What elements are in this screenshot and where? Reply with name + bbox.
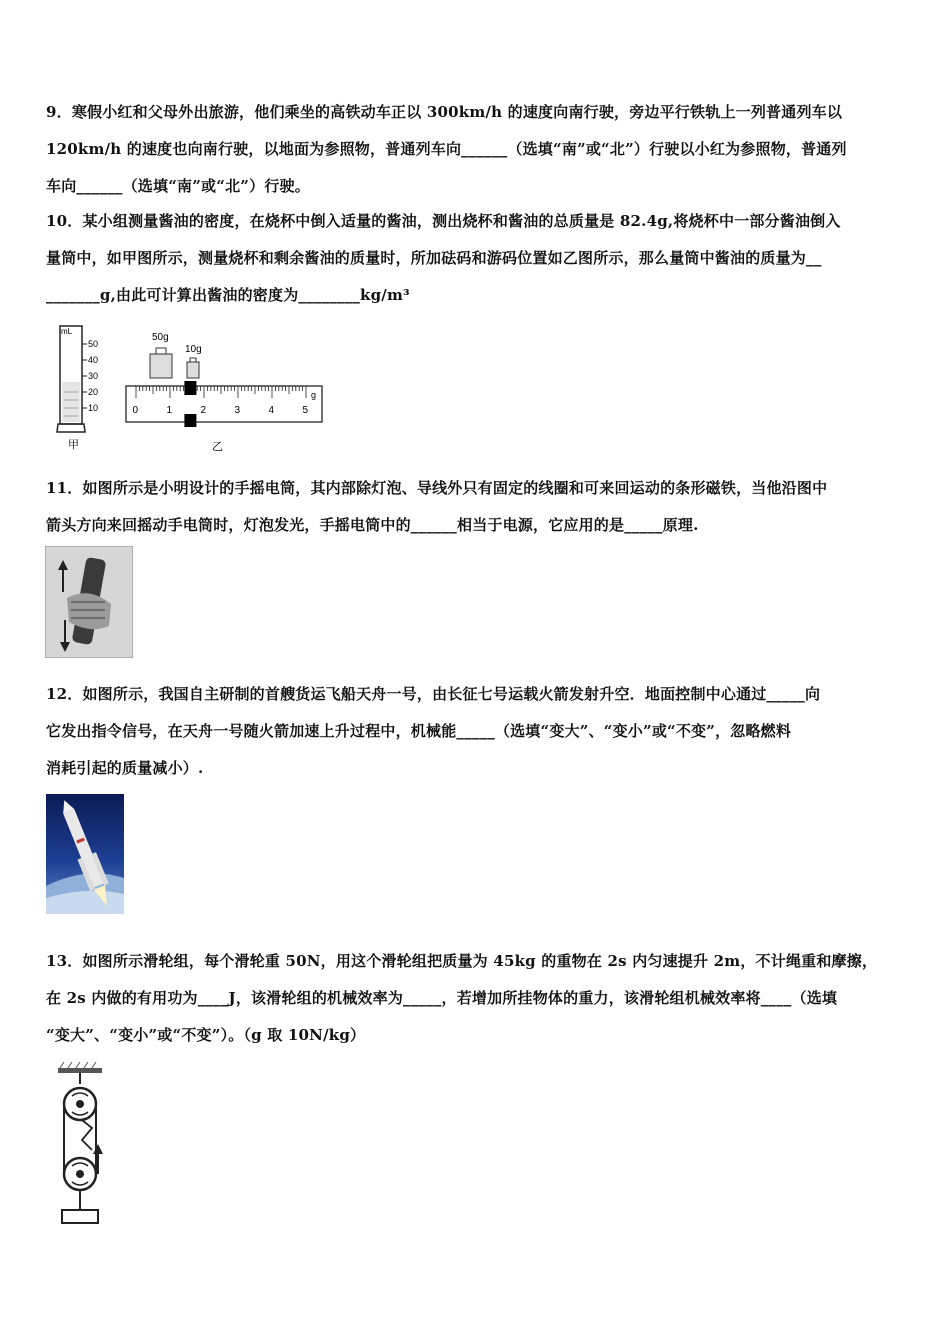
q11-line-2: 箭头方向来回摇动手电筒时，灯泡发光，手摇电筒中的______相当于电源，它应用的是_____原理. <box>46 516 699 534</box>
q9-line-2: 120km/h 的速度也向南行驶，以地面为参照物，普通列车向______（选填“南”或“北”）行驶以小红为参照物，普通列 <box>46 140 847 158</box>
cylinder-tick-label: 20 <box>88 387 99 397</box>
scale-tick-label: 5 <box>302 405 309 416</box>
q12-line-1: 12．如图所示，我国自主研制的首艘货运飞船天舟一号，由长征七号运载火箭发射升空．地面控制中心通过_____向 <box>46 685 821 703</box>
scale-tick-label: 0 <box>132 405 139 416</box>
weight-50g <box>156 348 166 354</box>
rocket-photo <box>46 794 124 914</box>
scale-tick-label: 1 <box>166 405 173 416</box>
rider-bottom <box>184 414 196 427</box>
q12-line-2: 它发出指令信号，在天舟一号随火箭加速上升过程中，机械能_____（选填“变大”、“变小”或“不变”，忽略燃料 <box>46 722 792 740</box>
q13-line-1: 13．如图所示滑轮组，每个滑轮重 50N，用这个滑轮组把质量为 45kg 的重物在 2s 内匀速提升 2m，不计绳重和摩擦， <box>46 952 878 970</box>
scale-tick-label: 2 <box>200 405 207 416</box>
scale-tick-label: 4 <box>268 405 275 416</box>
q9-line-1: 9．寒假小红和父母外出旅游，他们乘坐的高铁动车正以 300km/h 的速度向南行驶，旁边平行铁轨上一列普通列车以 <box>46 103 843 121</box>
q9-line-3: 车向______（选填“南”或“北”）行驶。 <box>46 177 310 195</box>
flashlight-photo <box>45 546 133 658</box>
measuring-cylinder-figure <box>52 320 112 452</box>
cylinder-unit-label: mL <box>61 327 73 336</box>
cylinder-caption: 甲 <box>68 439 79 451</box>
weight-10g-label: 10g <box>185 344 202 355</box>
q13-line-2: 在 2s 内做的有用功为____J，该滑轮组的机械效率为_____，若增加所挂物体的重力，该滑轮组机械效率将____（选填 <box>46 989 838 1007</box>
q10-line-1: 10．某小组测量酱油的密度，在烧杯中倒入适量的酱油，测出烧杯和酱油的总质量是 82.4g,将烧杯中一部分酱油倒入 <box>46 212 841 230</box>
scale-tick-label: 3 <box>234 405 241 416</box>
balance-scale-figure <box>122 322 328 454</box>
q13-line-3: “变大”、“变小”或“不变”）。（g 取 10N/kg） <box>46 1026 366 1044</box>
pulley-system-figure <box>52 1062 108 1228</box>
q10-line-2: 量筒中，如甲图所示，测量烧杯和剩余酱油的质量时，所加砝码和游码位置如乙图所示，那么量筒中酱油的质量为__ <box>46 249 822 267</box>
scale-unit-label: g <box>311 390 317 400</box>
weight-10g <box>190 358 196 362</box>
scale-caption: 乙 <box>212 441 223 453</box>
weight-50g-label: 50g <box>152 332 169 343</box>
rider-top <box>184 381 196 395</box>
cylinder-tick-label: 40 <box>88 355 99 365</box>
q12-line-3: 消耗引起的质量减小）. <box>46 759 204 777</box>
q10-line-3: _______g,由此可计算出酱油的密度为________kg/m³ <box>46 286 410 304</box>
load-block <box>62 1210 98 1223</box>
cylinder-tick-label: 30 <box>88 371 99 381</box>
q11-line-1: 11．如图所示是小明设计的手摇电筒，其内部除灯泡、导线外只有固定的线圈和可来回运动的条形磁铁，当他沿图中 <box>46 479 828 497</box>
cylinder-tick-label: 10 <box>88 403 99 413</box>
cylinder-tick-label: 50 <box>88 339 99 349</box>
